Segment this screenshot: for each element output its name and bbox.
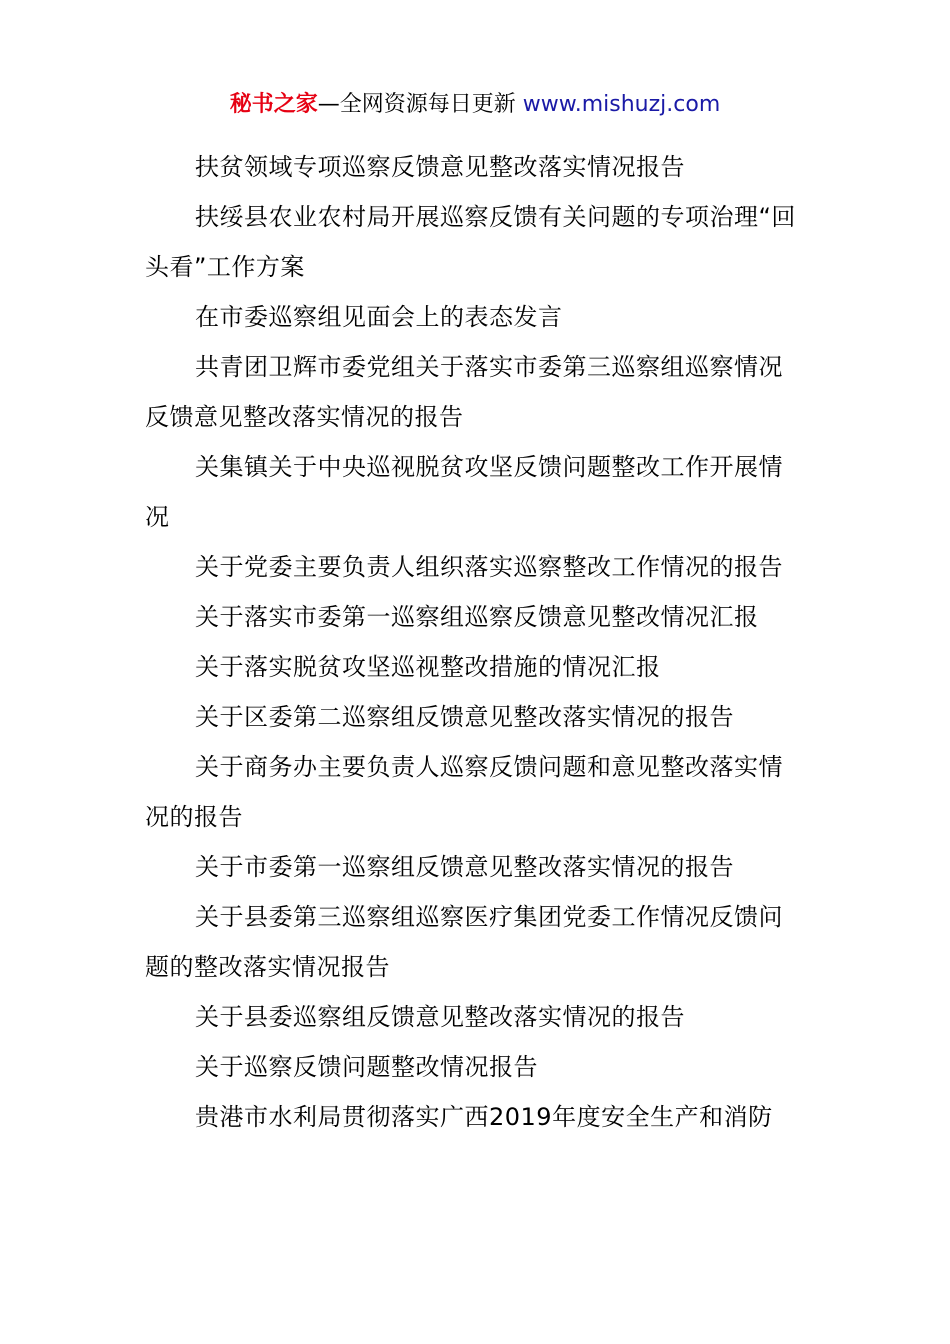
list-item: 关于党委主要负责人组织落实巡察整改工作情况的报告 [195, 553, 783, 581]
list-item: 贵港市水利局贯彻落实广西2019年度安全生产和消防 [195, 1103, 773, 1131]
list-item: 在市委巡察组见面会上的表态发言 [195, 303, 563, 331]
header-tagline: —全网资源每日更新 [317, 92, 523, 117]
list-item: 共青团卫辉市委党组关于落实市委第三巡察组巡察情况反馈意见整改落实情况的报告 [145, 353, 783, 431]
document-title-list [145, 142, 807, 1142]
site-url-link[interactable]: www.mishuzj.com [522, 92, 721, 117]
list-item: 关于巡察反馈问题整改情况报告 [195, 1053, 538, 1081]
list-item: 关于商务办主要负责人巡察反馈问题和意见整改落实情况的报告 [145, 753, 783, 831]
list-item: 扶绥县农业农村局开展巡察反馈有关问题的专项治理“回头看”工作方案 [145, 203, 796, 281]
page-header [0, 88, 950, 122]
list-item: 关于县委巡察组反馈意见整改落实情况的报告 [195, 1003, 685, 1031]
list-item: 关集镇关于中央巡视脱贫攻坚反馈问题整改工作开展情况 [145, 453, 783, 531]
brand-name: 秘书之家 [229, 92, 318, 117]
list-item: 关于落实脱贫攻坚巡视整改措施的情况汇报 [195, 653, 661, 681]
list-item: 扶贫领域专项巡察反馈意见整改落实情况报告 [195, 153, 685, 181]
list-item: 关于市委第一巡察组反馈意见整改落实情况的报告 [195, 853, 734, 881]
list-item: 关于区委第二巡察组反馈意见整改落实情况的报告 [195, 703, 734, 731]
list-item: 关于县委第三巡察组巡察医疗集团党委工作情况反馈问题的整改落实情况报告 [145, 903, 783, 981]
list-item: 关于落实市委第一巡察组巡察反馈意见整改情况汇报 [195, 603, 759, 631]
